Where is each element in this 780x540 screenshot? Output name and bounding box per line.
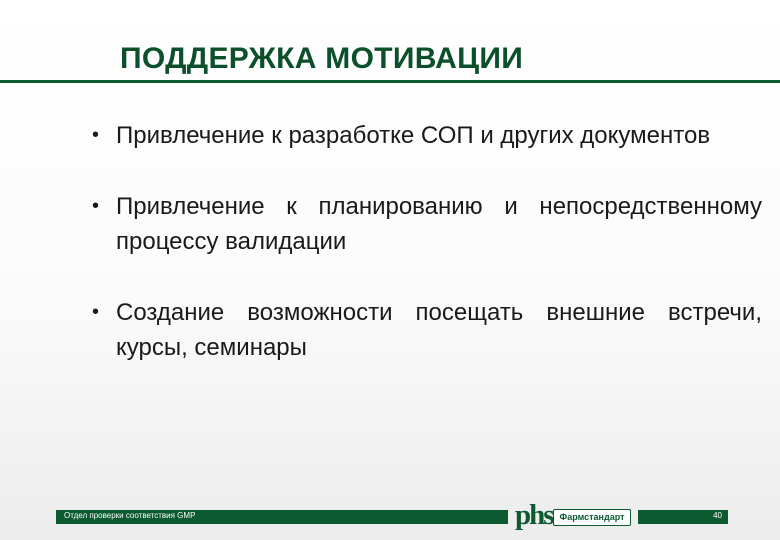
bullet-text: Привлечение к разработке СОП и других документов [116,122,711,149]
slide-title: ПОДДЕРЖКА МОТИВАЦИИ [120,42,524,75]
logo-mark: phs [515,499,553,531]
logo-name-box [553,509,631,526]
bullet-dot-icon: • [92,124,100,146]
logo-name: Фармстандарт [559,512,625,522]
bullet-list [86,118,762,401]
bullet-item [86,189,762,259]
bullet-dot-icon: • [92,195,100,217]
bullet-item [86,295,762,365]
title-divider [0,80,780,83]
page-number: 40 [713,511,722,520]
bullet-text: Создание возможности посещать внешние встречи, курсы, семинары [116,299,762,361]
pharmstandard-logo [515,499,633,531]
footer-department: Отдел проверки соответствия GMP [64,511,196,520]
footer-bar-left [56,510,508,524]
bullet-dot-icon: • [92,301,100,323]
bullet-text: Привлечение к планированию и непосредственному процессу валидации [116,193,762,255]
footer-bar-right [638,510,728,524]
bullet-item [86,118,762,153]
